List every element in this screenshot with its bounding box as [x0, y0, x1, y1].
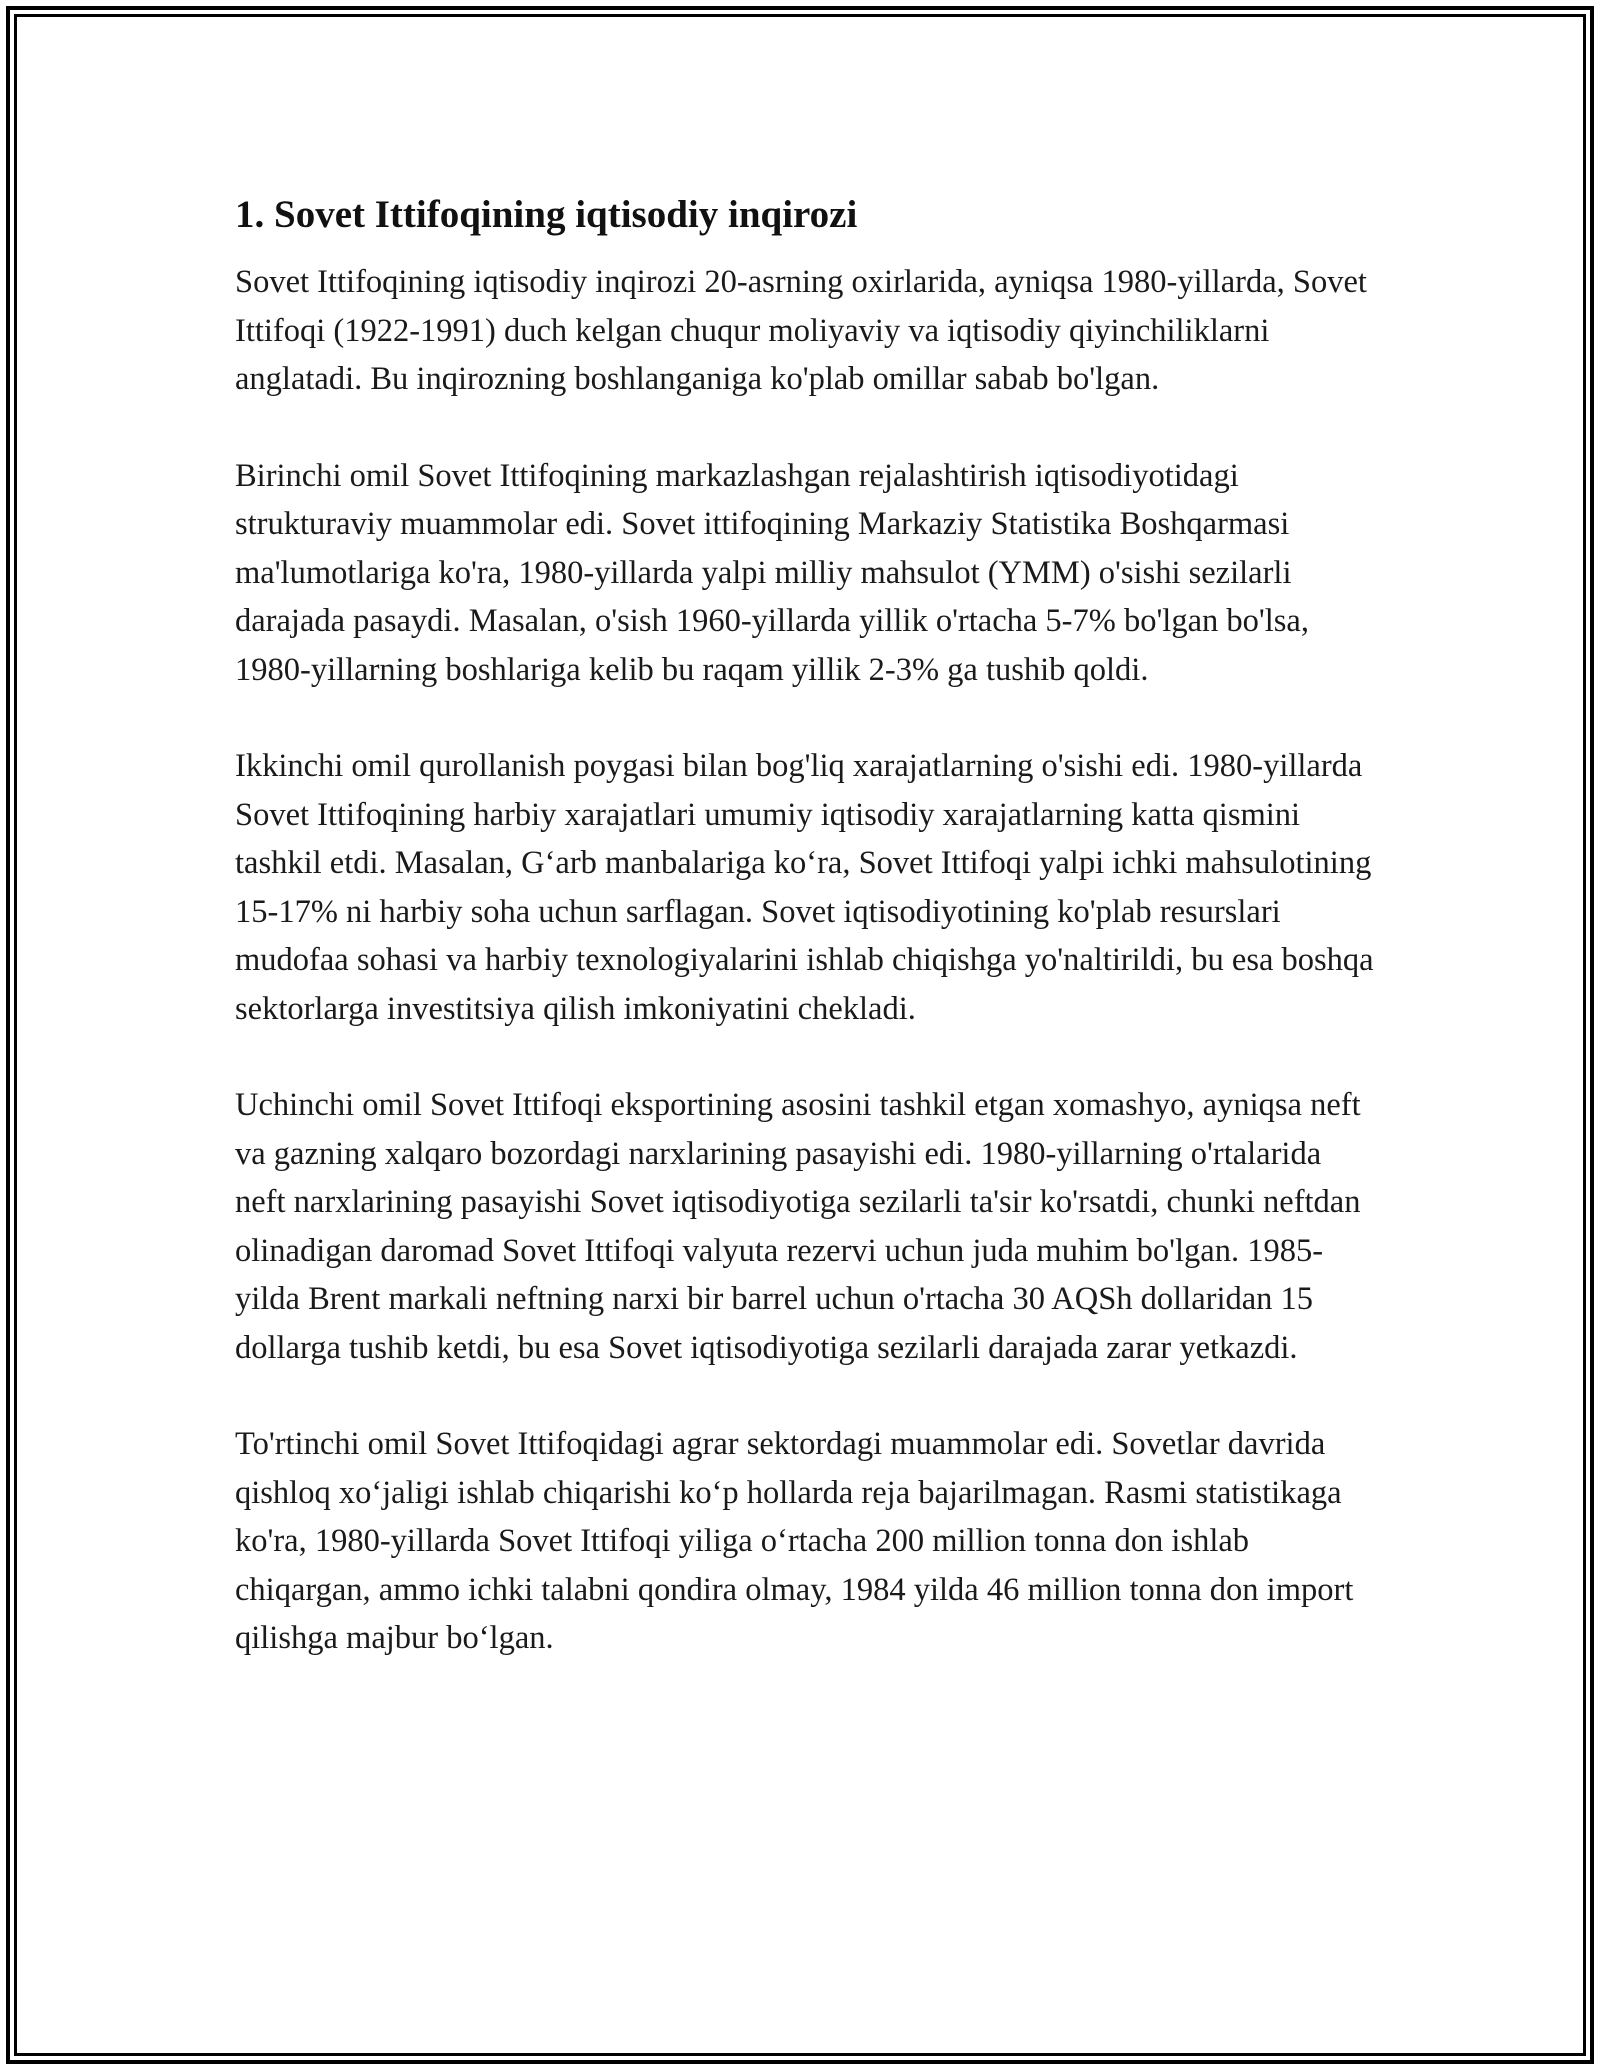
document-body [235, 186, 1375, 1711]
paragraph-third-factor: Uchinchi omil Sovet Ittifoqi eksportining asosini tashkil etgan xomashyo, ayniqsa neft va gazning xalqaro bozordagi narxlarining pasayishi edi. 1980-yillarning o'rtalarida neft narxlarining pasayishi Sovet iqtisodiyotiga sezilarli ta'sir ko'rsatdi, chunki neftdan olinadigan daromad Sovet Ittifoqi valyuta rezervi uchun juda muhim bo'lgan. 1985-yilda Brent markali neftning narxi bir barrel uchun o'rtacha 30 AQSh dollaridan 15 dollarga tushib ketdi, bu esa Sovet iqtisodiyotiga sezilarli darajada zarar yetkazdi. [235, 1087, 1361, 1366]
paragraph-first-factor: Birinchi omil Sovet Ittifoqining markazlashgan rejalashtirish iqtisodiyotidagi strukturaviy muammolar edi. Sovet ittifoqining Markaziy Statistika Boshqarmasi ma'lumotlariga ko'ra, 1980-yillarda yalpi milliy mahsulot (YMM) o'sishi sezilarli darajada pasaydi. Masalan, o'sish 1960-yillarda yillik o'rtacha 5-7% bo'lgan bo'lsa, 1980-yillarning boshlariga kelib bu raqam yillik 2-3% ga tushib qoldi. [235, 457, 1309, 688]
paragraph-second-factor: Ikkinchi omil qurollanish poygasi bilan bog'liq xarajatlarning o'sishi edi. 1980-yillarda Sovet Ittifoqining harbiy xarajatlari umumiy iqtisodiy xarajatlarning katta qismini tashkil etdi. Masalan, G‘arb manbalariga ko‘ra, Sovet Ittifoqi yalpi ichki mahsulotining 15-17% ni harbiy soha uchun sarflagan. Sovet iqtisodiyotining ko'plab resurslari mudofaa sohasi va harbiy texnologiyalarini ishlab chiqishga yo'naltirildi, bu esa boshqa sektorlarga investitsiya qilish imkoniyatini chekladi. [235, 748, 1374, 1027]
paragraph-fourth-factor: To'rtinchi omil Sovet Ittifoqidagi agrar sektordagi muammolar edi. Sovetlar davrida qishloq xo‘jaligi ishlab chiqarishi ko‘p hollarda reja bajarilmagan. Rasmi statistikaga ko'ra, 1980-yillarda Sovet Ittifoqi yiliga o‘rtacha 200 million tonna don ishlab chiqargan, ammo ichki talabni qondira olmay, 1984 yilda 46 million tonna don import qilishga majbur bo‘lgan. [235, 1426, 1354, 1656]
paragraph-intro: Sovet Ittifoqining iqtisodiy inqirozi 20-asrning oxirlarida, ayniqsa 1980-yillarda, Sovet Ittifoqi (1922-1991) duch kelgan chuqur moliyaviy va iqtisodiy qiyinchiliklarni anglatadi. Bu inqirozning boshlanganiga ko'plab omillar sabab bo'lgan. [235, 264, 1367, 397]
section-heading: 1. Sovet Ittifoqining iqtisodiy inqirozi [235, 193, 858, 236]
